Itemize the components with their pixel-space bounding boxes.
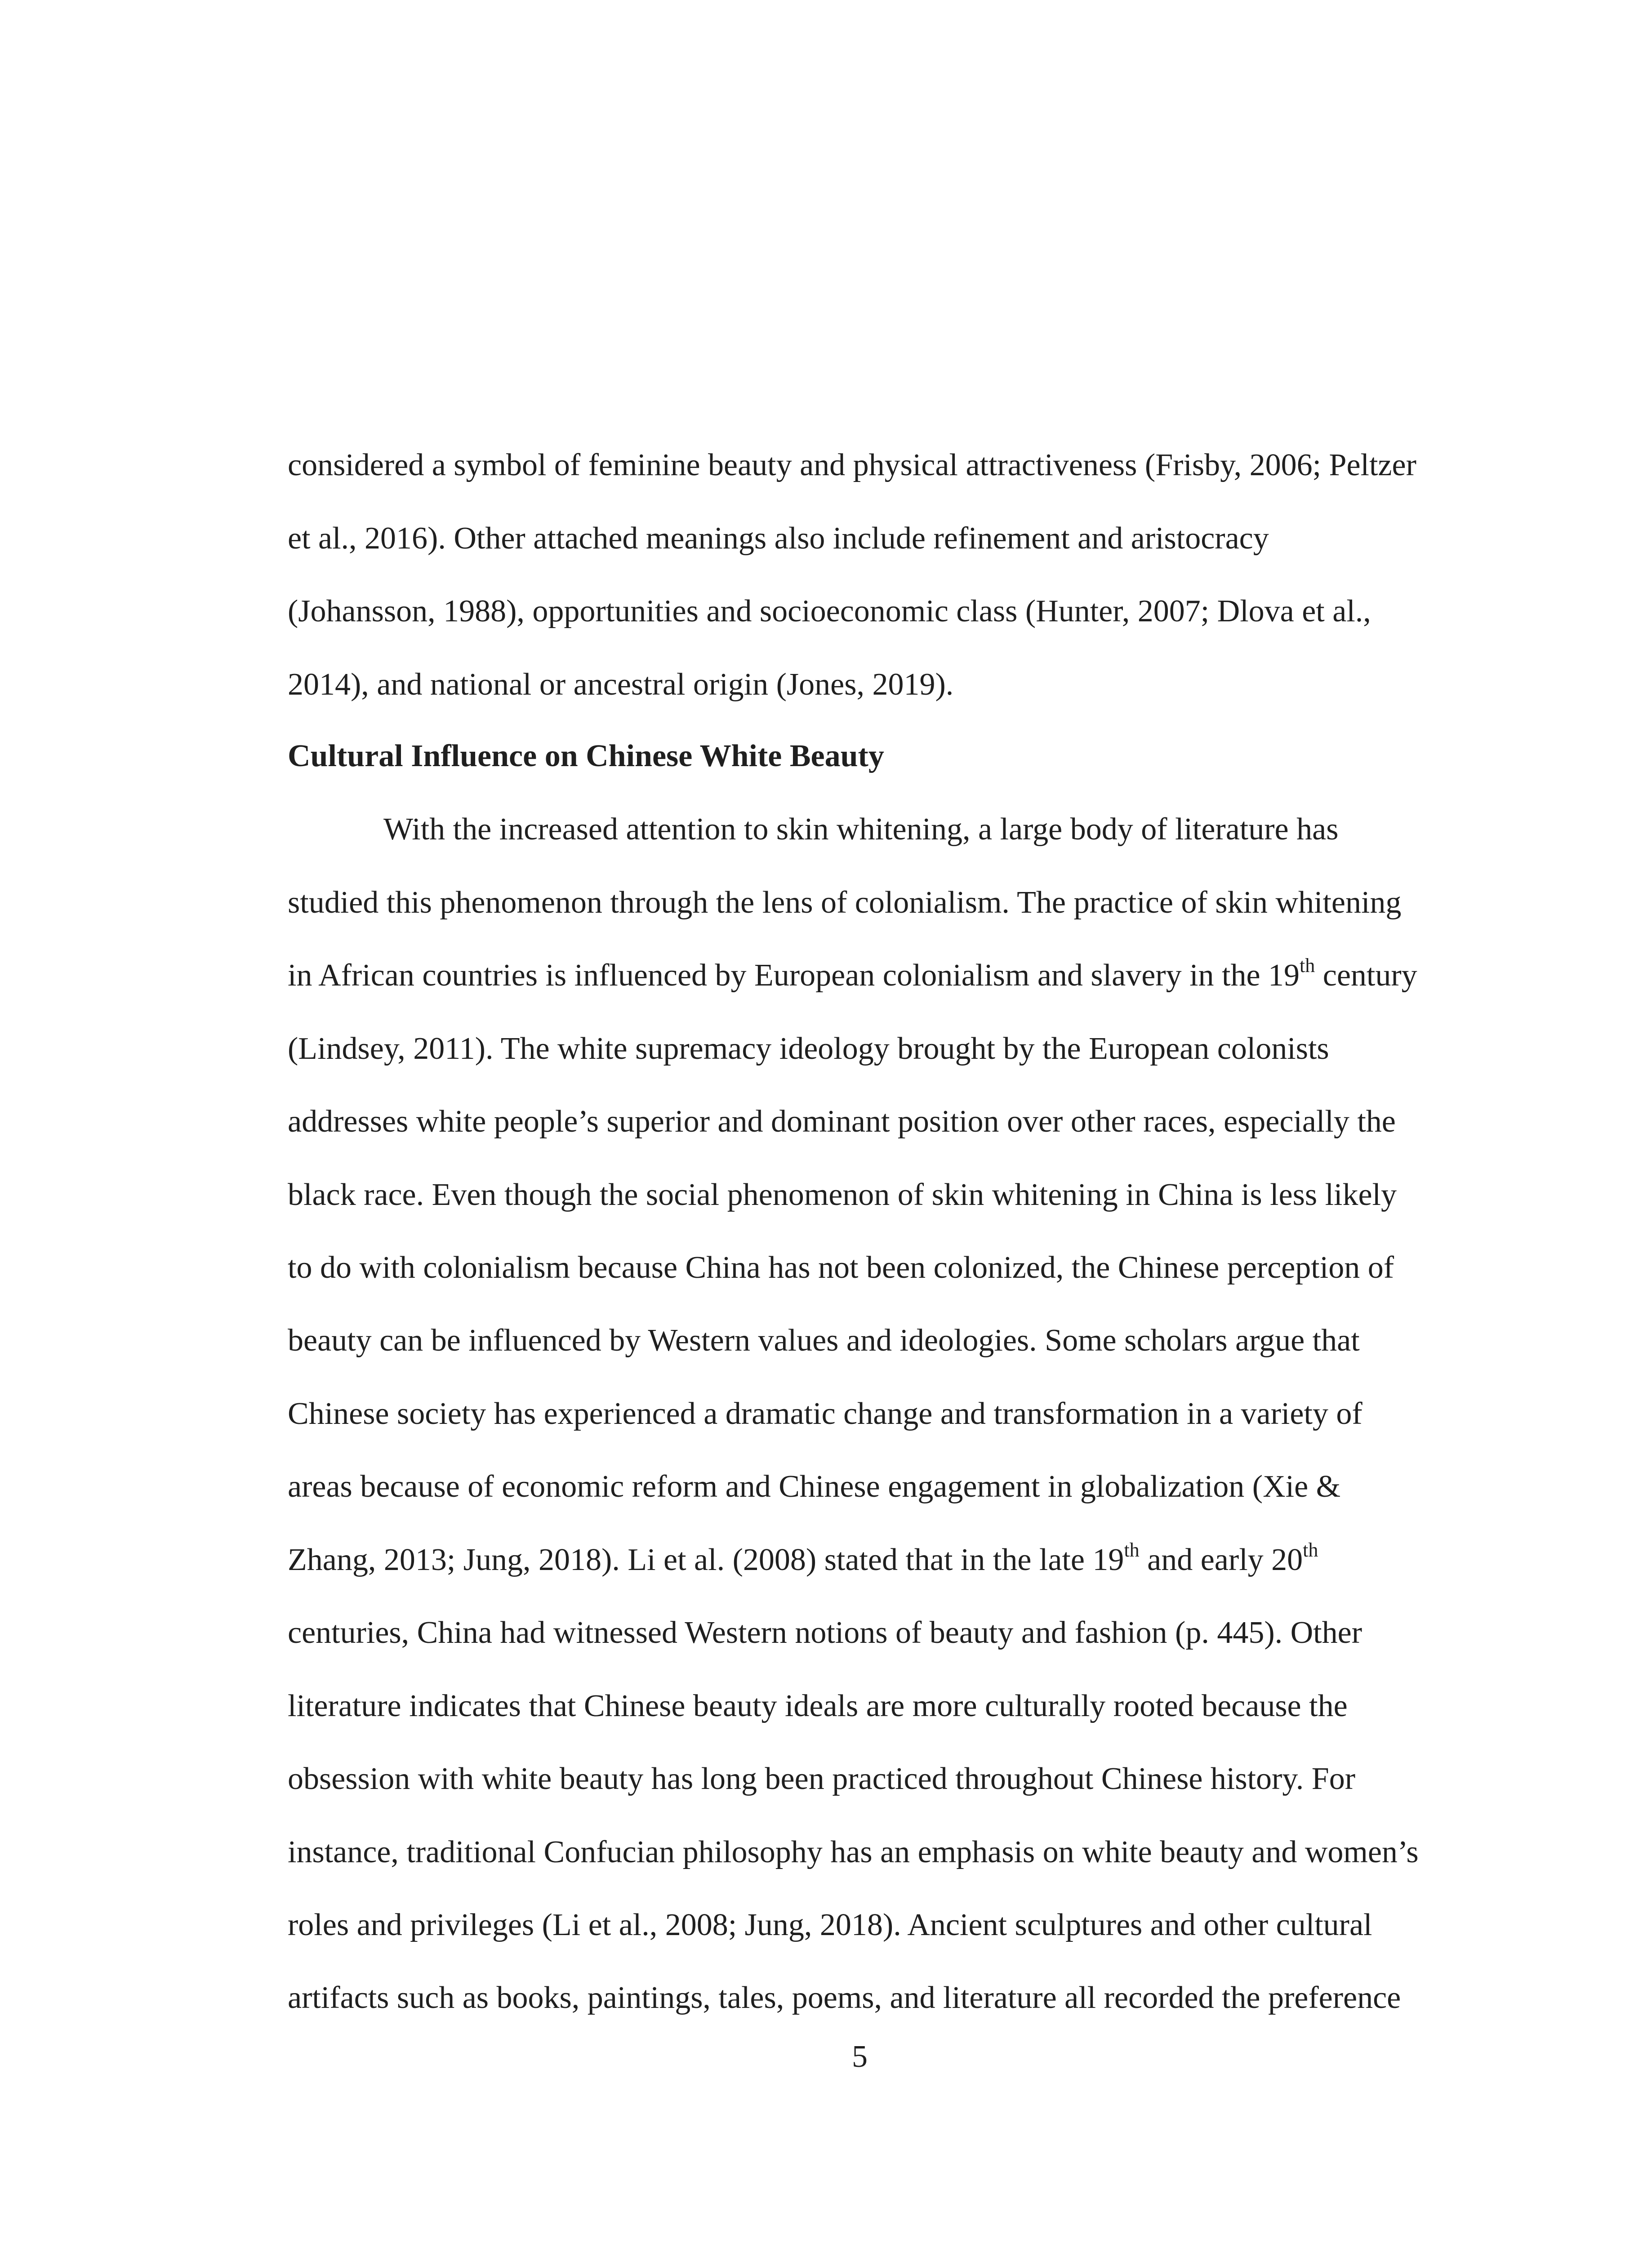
paragraph-line: (Lindsey, 2011). The white supremacy ideology brought by the European colonists bbox=[288, 1031, 1329, 1066]
paragraph-line: instance, traditional Confucian philosophy has an emphasis on white beauty and women’s bbox=[288, 1835, 1419, 1869]
section-heading: Cultural Influence on Chinese White Beauty bbox=[288, 739, 884, 773]
paragraph-line: artifacts such as books, paintings, tales, poems, and literature all recorded the preference bbox=[288, 1980, 1401, 2015]
paragraph-line: Chinese society has experienced a dramatic change and transformation in a variety of bbox=[288, 1396, 1363, 1431]
paragraph-line bbox=[288, 1538, 1318, 1583]
paragraph-line: et al., 2016). Other attached meanings also include refinement and aristocracy bbox=[288, 521, 1269, 556]
paragraph-line: (Johansson, 1988), opportunities and socioeconomic class (Hunter, 2007; Dlova et al., bbox=[288, 594, 1371, 629]
paragraph-line: 2014), and national or ancestral origin (Jones, 2019). bbox=[288, 667, 954, 702]
paragraph-line: addresses white people’s superior and dominant position over other races, especially the bbox=[288, 1104, 1396, 1139]
superscript: th bbox=[1303, 1539, 1318, 1561]
superscript: th bbox=[1300, 955, 1315, 977]
paragraph-line: considered a symbol of feminine beauty and physical attractiveness (Frisby, 2006; Peltzer bbox=[288, 448, 1416, 482]
paragraph-line bbox=[288, 953, 1417, 998]
paragraph-line: to do with colonialism because China has not been colonized, the Chinese perception of bbox=[288, 1250, 1394, 1285]
page-number: 5 bbox=[852, 2039, 868, 2074]
text-run: century bbox=[1315, 958, 1417, 993]
paragraph-line: beauty can be influenced by Western values and ideologies. Some scholars argue that bbox=[288, 1323, 1360, 1358]
paragraph-line: studied this phenomenon through the lens of colonialism. The practice of skin whitening bbox=[288, 885, 1402, 920]
paragraph-line: With the increased attention to skin whitening, a large body of literature has bbox=[383, 812, 1339, 847]
paragraph-line: black race. Even though the social phenomenon of skin whitening in China is less likely bbox=[288, 1178, 1397, 1212]
paragraph-line: centuries, China had witnessed Western notions of beauty and fashion (p. 445). Other bbox=[288, 1615, 1363, 1650]
paragraph-line: obsession with white beauty has long been practiced throughout Chinese history. For bbox=[288, 1762, 1356, 1796]
superscript: th bbox=[1124, 1539, 1140, 1561]
text-run: Zhang, 2013; Jung, 2018). Li et al. (2008) stated that in the late 19 bbox=[288, 1543, 1124, 1577]
paragraph-line: literature indicates that Chinese beauty ideals are more culturally rooted because the bbox=[288, 1689, 1348, 1723]
text-run: and early 20 bbox=[1139, 1543, 1303, 1577]
paragraph-line: areas because of economic reform and Chinese engagement in globalization (Xie & bbox=[288, 1469, 1341, 1504]
text-run: in African countries is influenced by European colonialism and slavery in the 19 bbox=[288, 958, 1300, 993]
paragraph-line: roles and privileges (Li et al., 2008; Jung, 2018). Ancient sculptures and other cultural bbox=[288, 1908, 1372, 1942]
